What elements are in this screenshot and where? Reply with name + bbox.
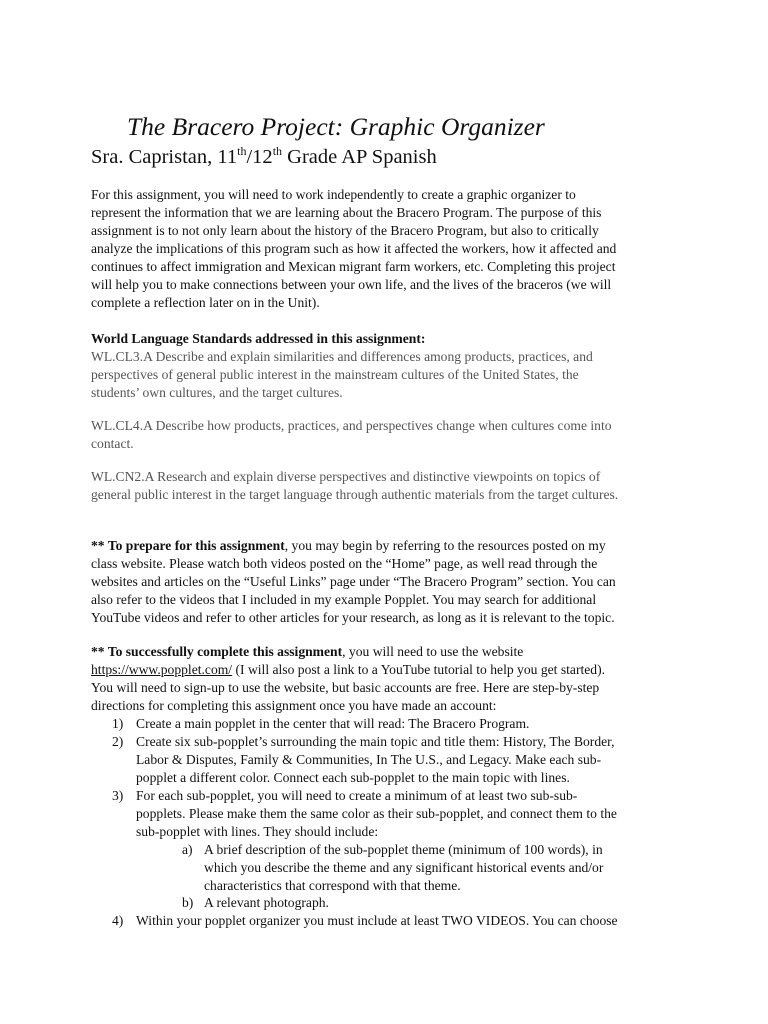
substep-number: b)	[182, 895, 194, 910]
step-line: popplets. Please make them the same color as their sub-popplet, and connect them to the	[136, 806, 617, 821]
substep-text	[204, 894, 684, 912]
substep-line: A brief description of the sub-popplet theme (minimum of 100 words), in	[204, 842, 603, 857]
complete-paragraph	[91, 643, 691, 715]
complete-line: directions for completing this assignment once you have made an account:	[91, 698, 497, 713]
step-item	[112, 715, 692, 733]
intro-line: represent the information that we are learning about the Bracero Program. The purpose of this	[91, 205, 602, 220]
step-number: 3)	[112, 788, 124, 803]
subtitle-sup-th-1: th	[237, 144, 247, 158]
step-item	[112, 787, 692, 841]
intro-line: continues to affect immigration and Mexican migrant farm workers, etc. Completing this project	[91, 259, 616, 274]
substep-number: a)	[182, 842, 193, 857]
standard-line: students’ own cultures, and the target cultures.	[91, 385, 343, 400]
document-title: The Bracero Project: Graphic Organizer	[127, 112, 545, 141]
intro-line: complete a reflection later on in the Unit).	[91, 295, 320, 310]
subtitle-teacher: Sra. Capristan, 11	[91, 146, 238, 168]
complete-first-line	[91, 643, 691, 661]
standard-line: WL.CN2.A Research and explain diverse perspectives and distinctive viewpoints on topics of	[91, 469, 601, 484]
step-line: popplet a different color. Connect each sub-popplet to the main topic with lines.	[136, 770, 570, 785]
prepare-paragraph	[91, 537, 691, 627]
complete-first-rest: , you will need to use the website	[342, 644, 524, 659]
standard-line: contact.	[91, 436, 134, 451]
step-number: 1)	[112, 716, 124, 731]
substep-item	[182, 841, 682, 895]
step-line: Labor & Disputes, Family & Communities, In The U.S., and Legacy. Make each sub-	[136, 752, 602, 767]
substep-line: characteristics that correspond with that theme.	[204, 878, 461, 893]
complete-line: You will need to sign-up to use the website, but basic accounts are free. Here are step-by-step	[91, 680, 600, 695]
intro-line: For this assignment, you will need to work independently to create a graphic organizer to	[91, 187, 576, 202]
intro-paragraph	[91, 186, 691, 312]
standard-cn2	[91, 468, 691, 504]
step-line: For each sub-popplet, you will need to create a minimum of at least two sub-sub-	[136, 788, 578, 803]
intro-line: assignment is to not only learn about the history of the Bracero Program, but also to critically	[91, 223, 599, 238]
prepare-line: class website. Please watch both videos posted on the “Home” page, as well read through the	[91, 556, 598, 571]
standards-heading: World Language Standards addressed in this assignment:	[91, 331, 426, 346]
step-line: Within your popplet organizer you must include at least TWO VIDEOS. You can choose	[136, 913, 618, 928]
step-text	[136, 733, 696, 787]
standard-cl3	[91, 348, 691, 402]
subtitle-sup-th-2: th	[272, 144, 283, 158]
step-number: 2)	[112, 734, 124, 749]
step-line: Create six sub-popplet’s surrounding the main topic and title them: History, The Border,	[136, 734, 615, 749]
prepare-first-rest: , you may begin by referring to the resources posted on my	[284, 538, 606, 553]
prepare-first-line	[91, 537, 691, 555]
complete-link-line	[91, 661, 691, 679]
intro-line: will help you to make connections between your own life, and the lives of the braceros (we will	[91, 277, 612, 292]
step-item	[112, 912, 692, 930]
substep-item	[182, 894, 682, 912]
step-number: 4)	[112, 913, 124, 928]
prepare-line: also refer to the videos that I included in my example Popplet. You may search for additional	[91, 592, 597, 607]
prepare-heading: ** To prepare for this assignment	[91, 538, 285, 553]
standard-cl4	[91, 417, 691, 453]
standard-line: WL.CL3.A Describe and explain similarities and differences among products, practices, and	[91, 349, 593, 364]
standard-line: WL.CL4.A Describe how products, practices, and perspectives change when cultures come into	[91, 418, 612, 433]
subtitle-rest: Grade AP Spanish	[282, 146, 437, 168]
subtitle-slash: /12	[246, 146, 273, 168]
document-subtitle	[91, 146, 437, 169]
substep-text	[204, 841, 684, 895]
substep-line: which you describe the theme and any significant historical events and/or	[204, 860, 604, 875]
standard-line: general public interest in the target language through authentic materials from the target cultures.	[91, 487, 619, 502]
standards-heading-block	[91, 330, 691, 348]
step-line: Create a main popplet in the center that will read: The Bracero Program.	[136, 716, 530, 731]
complete-link-rest: (I will also post a link to a YouTube tutorial to help you get started).	[232, 662, 606, 677]
step-text	[136, 787, 696, 841]
complete-heading: ** To successfully complete this assignment	[91, 644, 343, 659]
prepare-line: YouTube videos and refer to other articles for your research, as long as it is relevant to the topic.	[91, 610, 615, 625]
standard-line: perspectives of general public interest in the mainstream cultures of the United States, the	[91, 367, 579, 382]
step-text	[136, 715, 696, 733]
prepare-line: websites and articles on the “Useful Links” page under “The Bracero Program” section. You can	[91, 574, 616, 589]
intro-line: analyze the implications of this program such as how it affected the workers, how it affected and	[91, 241, 617, 256]
step-item	[112, 733, 692, 787]
step-text	[136, 912, 696, 930]
popplet-link[interactable]: https://www.popplet.com/	[91, 662, 233, 677]
step-line: sub-popplet with lines. They should include:	[136, 824, 379, 839]
substep-line: A relevant photograph.	[204, 895, 329, 910]
